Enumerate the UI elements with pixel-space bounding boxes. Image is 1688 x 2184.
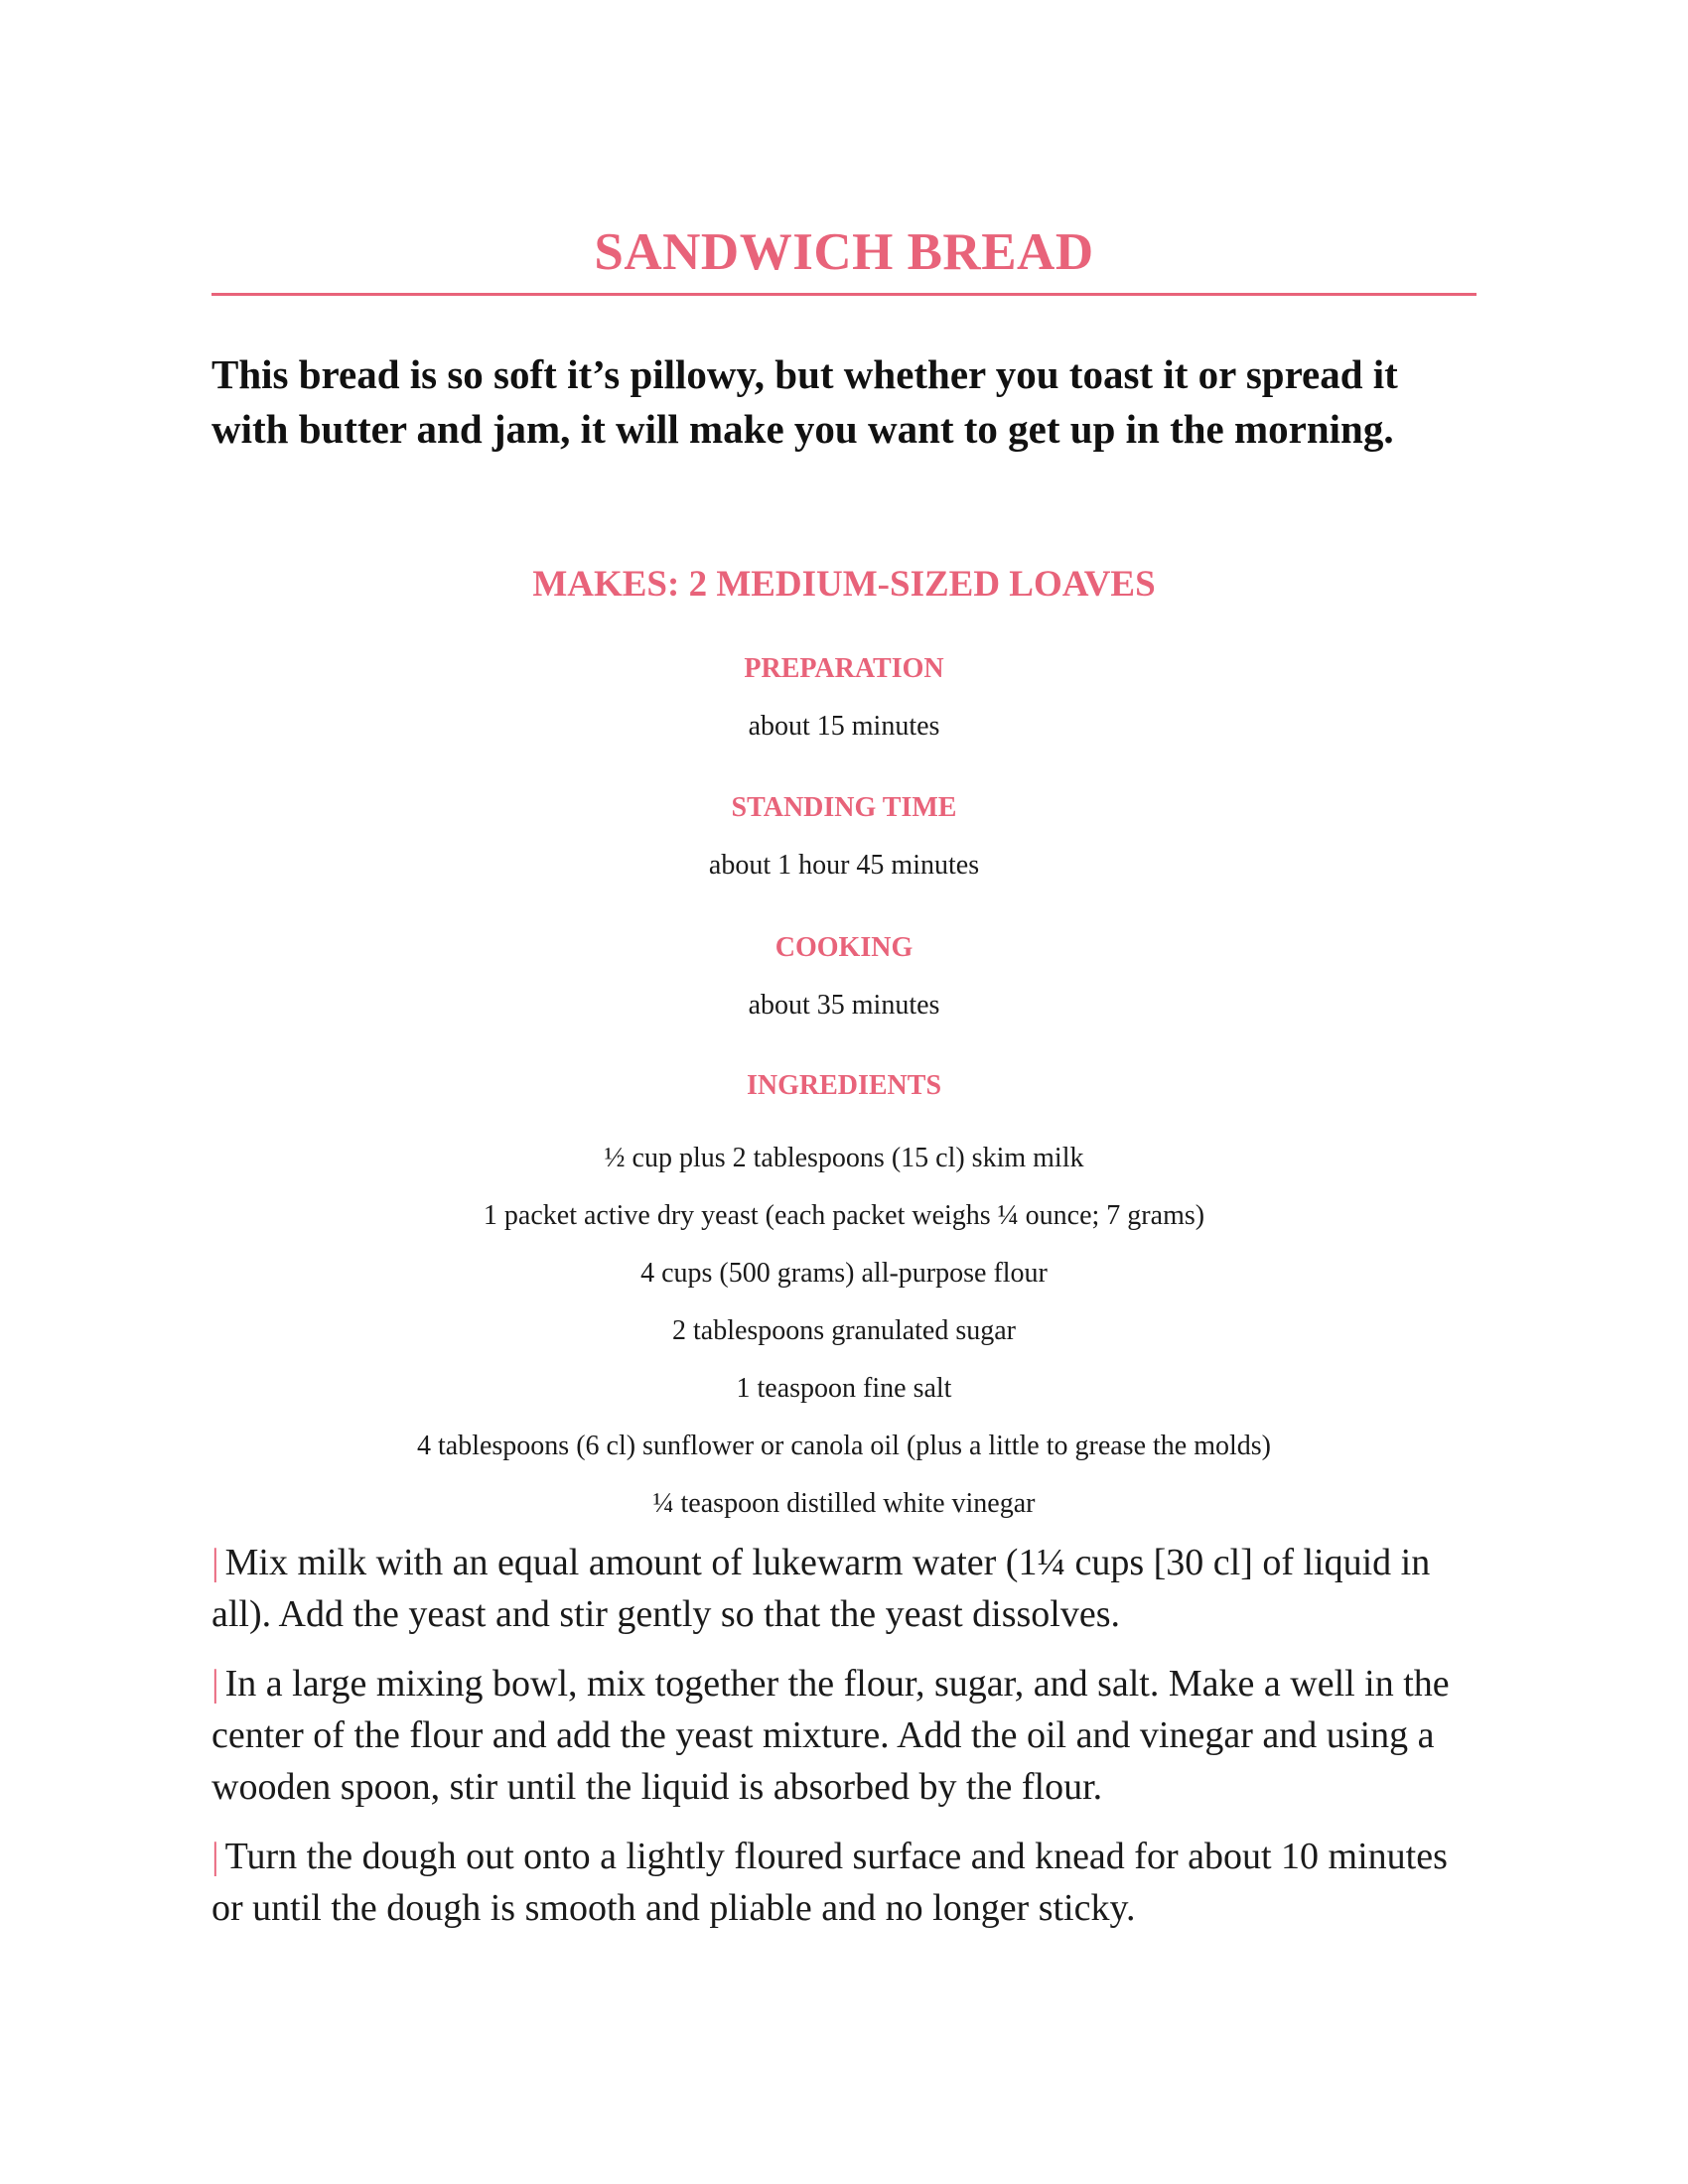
step-marker: |	[211, 1836, 219, 1877]
step-marker: |	[211, 1663, 219, 1705]
step-marker: |	[211, 1542, 219, 1583]
standing-time-heading: STANDING TIME	[731, 792, 957, 823]
preparation-heading: PREPARATION	[744, 653, 944, 684]
cooking-value: about 35 minutes	[748, 990, 940, 1021]
step-text: Mix milk with an equal amount of lukewarm water (1¼ cups [30 cl] of liquid in all). Add the yeast and stir gently so that the yeast dissolves.	[211, 1542, 1431, 1635]
cooking-heading: COOKING	[774, 932, 914, 963]
step-text: Turn the dough out onto a lightly floured surface and knead for about 10 minutes or until the dough is smooth and pliable and no longer sticky.	[211, 1836, 1448, 1929]
ingredient-item: 4 cups (500 grams) all-purpose flour	[640, 1258, 1048, 1289]
recipe-intro: This bread is so soft it’s pillowy, but whether you toast it or spread it with butter and jam, it will make you want to get up in the morning.	[211, 351, 1398, 452]
ingredient-item: 2 tablespoons granulated sugar	[671, 1315, 1017, 1346]
ingredients-list	[211, 1130, 1477, 1533]
ingredient-item: 1 packet active dry yeast (each packet weighs ¼ ounce; 7 grams)	[483, 1200, 1205, 1231]
method-step	[211, 1831, 1477, 1934]
title-divider	[211, 293, 1477, 296]
method-steps	[211, 1537, 1477, 1952]
recipe-title: SANDWICH BREAD	[594, 223, 1094, 281]
standing-time-value: about 1 hour 45 minutes	[708, 850, 980, 881]
ingredient-item: ½ cup plus 2 tablespoons (15 cl) skim milk	[604, 1143, 1084, 1173]
method-step	[211, 1658, 1477, 1813]
yield-heading: MAKES: 2 MEDIUM-SIZED LOAVES	[532, 564, 1156, 605]
ingredient-item: ¼ teaspoon distilled white vinegar	[652, 1488, 1036, 1519]
method-step	[211, 1537, 1477, 1640]
ingredients-heading: INGREDIENTS	[746, 1070, 942, 1101]
preparation-value: about 15 minutes	[748, 711, 940, 742]
ingredient-item: 1 teaspoon fine salt	[736, 1373, 952, 1404]
step-text: In a large mixing bowl, mix together the flour, sugar, and salt. Make a well in the center of the flour and add the yeast mixture. Add the oil and vinegar and using a wooden spoon, stir until the liquid is absorbed by the flour.	[211, 1663, 1450, 1808]
ingredient-item: 4 tablespoons (6 cl) sunflower or canola oil (plus a little to grease the molds)	[416, 1431, 1271, 1461]
